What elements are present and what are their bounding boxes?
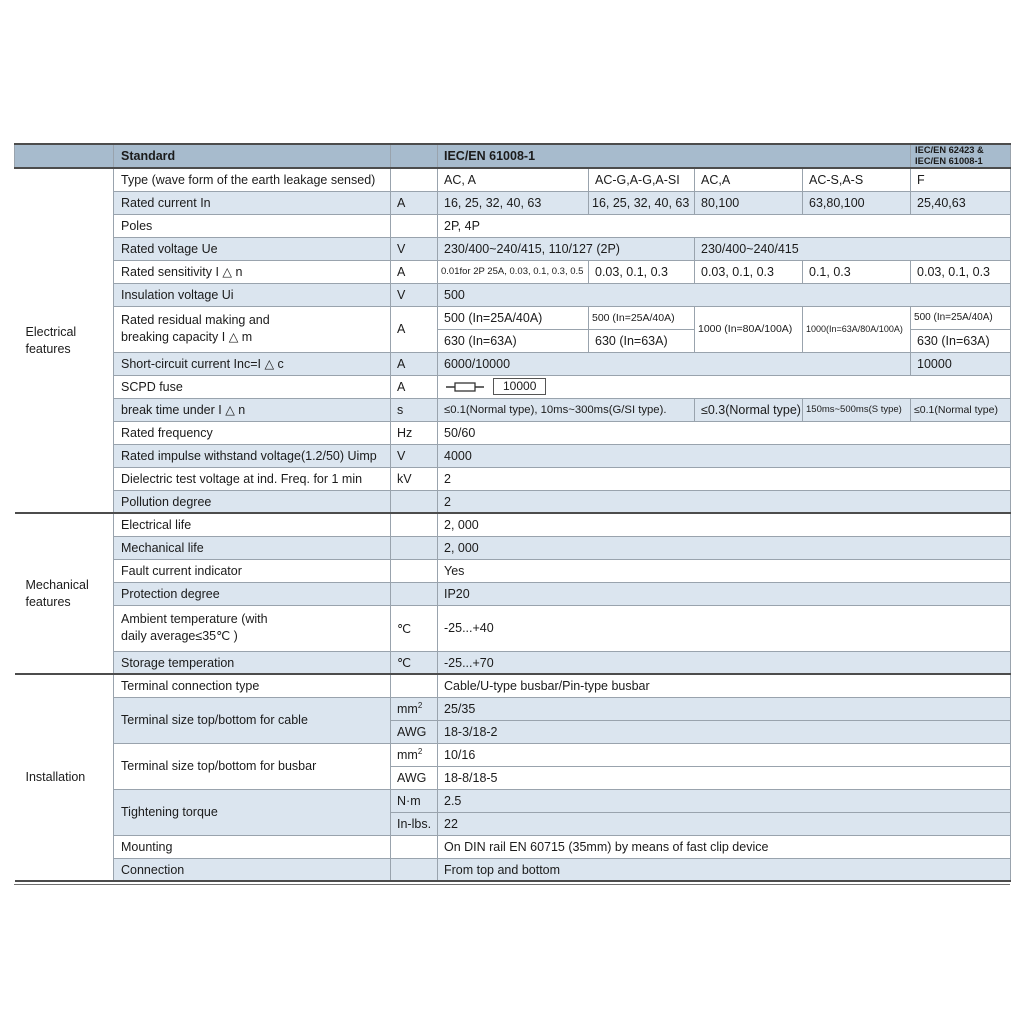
unit-cell-empty xyxy=(391,835,438,858)
table-row-poles xyxy=(15,214,1011,237)
table-row-fault-indicator xyxy=(15,559,1011,582)
value-dielectric: 2 xyxy=(438,467,1011,490)
row-label-cable: Terminal size top/bottom for cable xyxy=(114,697,391,743)
unit-cell: A xyxy=(391,352,438,375)
value-type-2: AC-G,A-G,A-SI xyxy=(589,168,695,191)
scpd-fuse-rating-box: 10000 xyxy=(493,378,546,395)
row-label-storage: Storage temperation xyxy=(114,651,391,674)
value-current-3: 80,100 xyxy=(695,191,803,214)
unit-cell-inlbs: In-lbs. xyxy=(391,812,438,835)
header-iec62423 xyxy=(911,144,1011,168)
value-break-12: ≤0.1(Normal type), 10ms~300ms(G/SI type). xyxy=(438,398,695,421)
table-row-type xyxy=(15,168,1011,191)
value-cable-awg: 18-3/18-2 xyxy=(438,720,1011,743)
unit-cell: V xyxy=(391,283,438,306)
unit-cell-empty xyxy=(391,214,438,237)
section-label-electrical: Electrical features xyxy=(15,168,114,513)
unit-cell: s xyxy=(391,398,438,421)
row-label-fault-indicator: Fault current indicator xyxy=(114,559,391,582)
row-label-connection: Connection xyxy=(114,858,391,881)
row-label-residual xyxy=(114,306,391,352)
row-label-rated-current: Rated current In xyxy=(114,191,391,214)
unit-cell: kV xyxy=(391,467,438,490)
unit-cell-empty xyxy=(391,490,438,513)
header-category-cell xyxy=(15,144,114,168)
value-residual-r2c5: 630 (In=63A) xyxy=(911,329,1011,352)
unit-cell-empty xyxy=(391,559,438,582)
value-residual-c3: 1000 (In=80A/100A) xyxy=(695,306,803,352)
value-type-5: F xyxy=(911,168,1011,191)
unit-cell-empty xyxy=(391,513,438,536)
unit-cell: A xyxy=(391,375,438,398)
value-residual-r1c2: 500 (In=25A/40A) xyxy=(589,306,695,329)
value-impulse: 4000 xyxy=(438,444,1011,467)
table-row-impulse xyxy=(15,444,1011,467)
label-line-1: Ambient temperature (with xyxy=(121,612,268,627)
table-row-sensitivity xyxy=(15,260,1011,283)
value-storage: -25...+70 xyxy=(438,651,1011,674)
unit-cell-empty xyxy=(391,858,438,881)
value-connection: From top and bottom xyxy=(438,858,1011,881)
table-row-residual-1 xyxy=(15,306,1011,329)
unit-cell: A xyxy=(391,306,438,352)
value-type-3: AC,A xyxy=(695,168,803,191)
row-label-rated-voltage: Rated voltage Ue xyxy=(114,237,391,260)
value-cable-mm2: 25/35 xyxy=(438,697,1011,720)
label-line-2: daily average≤35℃ ) xyxy=(121,629,238,644)
table-row-mounting xyxy=(15,835,1011,858)
value-voltage-right: 230/400~240/415 xyxy=(695,237,1011,260)
unit-cell: ℃ xyxy=(391,605,438,651)
value-sensitivity-1: 0.01for 2P 25A, 0.03, 0.1, 0.3, 0.5 xyxy=(438,260,589,283)
row-label-mounting: Mounting xyxy=(114,835,391,858)
value-residual-r2c2: 630 (In=63A) xyxy=(589,329,695,352)
header-iec62423-line2: IEC/EN 61008-1 xyxy=(915,156,983,167)
row-label-sensitivity: Rated sensitivity I △ n xyxy=(114,260,391,283)
table-row-connection xyxy=(15,858,1011,881)
unit-cell-mm2 xyxy=(391,697,438,720)
label-line-2: breaking capacity I △ m xyxy=(121,330,253,345)
value-protection: IP20 xyxy=(438,582,1011,605)
unit-cell: A xyxy=(391,260,438,283)
value-frequency: 50/60 xyxy=(438,421,1011,444)
value-type-1: AC, A xyxy=(438,168,589,191)
value-sensitivity-5: 0.03, 0.1, 0.3 xyxy=(911,260,1011,283)
value-electrical-life: 2, 000 xyxy=(438,513,1011,536)
value-break-3: ≤0.3(Normal type) xyxy=(695,398,803,421)
table-row-scpd xyxy=(15,375,1011,398)
section-label-mechanical: Mechanical features xyxy=(15,513,114,674)
unit-text: mm xyxy=(397,702,418,717)
row-label-torque: Tightening torque xyxy=(114,789,391,835)
row-label-ambient xyxy=(114,605,391,651)
value-pollution: 2 xyxy=(438,490,1011,513)
table-row-torque-nm xyxy=(15,789,1011,812)
spec-table xyxy=(14,143,1011,882)
table-row-protection xyxy=(15,582,1011,605)
value-residual-c4: 1000(In=63A/80A/100A) xyxy=(803,306,911,352)
value-current-4: 63,80,100 xyxy=(803,191,911,214)
unit-cell-empty xyxy=(391,582,438,605)
value-voltage-left: 230/400~240/415, 110/127 (2P) xyxy=(438,237,695,260)
table-row-insulation xyxy=(15,283,1011,306)
unit-cell: A xyxy=(391,191,438,214)
value-scpd xyxy=(438,375,1011,398)
unit-superscript: 2 xyxy=(417,701,423,711)
header-row xyxy=(15,144,1011,168)
value-break-5: ≤0.1(Normal type) xyxy=(911,398,1011,421)
unit-cell-mm2 xyxy=(391,743,438,766)
row-label-electrical-life: Electrical life xyxy=(114,513,391,536)
section-label-installation: Installation xyxy=(15,674,114,881)
table-bottom-rule xyxy=(14,884,1010,885)
unit-superscript: 2 xyxy=(417,747,423,757)
value-sensitivity-2: 0.03, 0.1, 0.3 xyxy=(589,260,695,283)
table-row-electrical-life xyxy=(15,513,1011,536)
value-current-2: 16, 25, 32, 40, 63 xyxy=(589,191,695,214)
row-label-mechanical-life: Mechanical life xyxy=(114,536,391,559)
fuse-icon xyxy=(446,381,484,393)
row-label-frequency: Rated frequency xyxy=(114,421,391,444)
unit-cell: V xyxy=(391,444,438,467)
value-sensitivity-3: 0.03, 0.1, 0.3 xyxy=(695,260,803,283)
value-fault-indicator: Yes xyxy=(438,559,1011,582)
value-current-1: 16, 25, 32, 40, 63 xyxy=(438,191,589,214)
unit-cell-awg: AWG xyxy=(391,720,438,743)
unit-cell-awg: AWG xyxy=(391,766,438,789)
value-busbar-awg: 18-8/18-5 xyxy=(438,766,1011,789)
table-row-terminal-connection xyxy=(15,674,1011,697)
table-row-rated-current xyxy=(15,191,1011,214)
header-unit-cell xyxy=(391,144,438,168)
value-type-4: AC-S,A-S xyxy=(803,168,911,191)
row-label-poles: Poles xyxy=(114,214,391,237)
header-standard: Standard xyxy=(114,144,391,168)
value-short-circuit-f: 10000 xyxy=(911,352,1011,375)
unit-text: mm xyxy=(397,748,418,763)
table-row-cable-mm2 xyxy=(15,697,1011,720)
header-iec62423-line1: IEC/EN 62423 & xyxy=(915,145,984,155)
table-row-dielectric xyxy=(15,467,1011,490)
scpd-fuse-group xyxy=(446,378,1004,395)
row-label-dielectric: Dielectric test voltage at ind. Freq. for 1 min xyxy=(114,467,391,490)
row-label-protection: Protection degree xyxy=(114,582,391,605)
table-row-break-time xyxy=(15,398,1011,421)
row-label-scpd: SCPD fuse xyxy=(114,375,391,398)
table-row-pollution xyxy=(15,490,1011,513)
value-break-4: 150ms~500ms(S type) xyxy=(803,398,911,421)
row-label-type: Type (wave form of the earth leakage sensed) xyxy=(114,168,391,191)
row-label-busbar: Terminal size top/bottom for busbar xyxy=(114,743,391,789)
value-short-circuit-main: 6000/10000 xyxy=(438,352,911,375)
spec-table-sheet xyxy=(14,143,1010,885)
value-ambient: -25...+40 xyxy=(438,605,1011,651)
row-label-break-time: break time under I △ n xyxy=(114,398,391,421)
unit-cell-empty xyxy=(391,674,438,697)
table-row-rated-voltage xyxy=(15,237,1011,260)
header-iec61008: IEC/EN 61008-1 xyxy=(438,144,911,168)
value-insulation: 500 xyxy=(438,283,1011,306)
table-row-frequency xyxy=(15,421,1011,444)
row-label-pollution: Pollution degree xyxy=(114,490,391,513)
unit-cell-empty xyxy=(391,536,438,559)
table-row-storage xyxy=(15,651,1011,674)
value-residual-r2c1: 630 (In=63A) xyxy=(438,329,589,352)
unit-cell: ℃ xyxy=(391,651,438,674)
value-torque-nm: 2.5 xyxy=(438,789,1011,812)
value-mounting: On DIN rail EN 60715 (35mm) by means of fast clip device xyxy=(438,835,1011,858)
value-busbar-mm2: 10/16 xyxy=(438,743,1011,766)
unit-cell-empty xyxy=(391,168,438,191)
unit-cell: Hz xyxy=(391,421,438,444)
value-torque-inlbs: 22 xyxy=(438,812,1011,835)
unit-cell-nm: N·m xyxy=(391,789,438,812)
value-mechanical-life: 2, 000 xyxy=(438,536,1011,559)
table-row-ambient xyxy=(15,605,1011,651)
row-label-insulation: Insulation voltage Ui xyxy=(114,283,391,306)
table-row-busbar-mm2 xyxy=(15,743,1011,766)
value-residual-r1c5: 500 (In=25A/40A) xyxy=(911,306,1011,329)
row-label-short-circuit: Short-circuit current Inc=I △ c xyxy=(114,352,391,375)
value-poles: 2P, 4P xyxy=(438,214,1011,237)
value-terminal-connection: Cable/U-type busbar/Pin-type busbar xyxy=(438,674,1011,697)
value-current-5: 25,40,63 xyxy=(911,191,1011,214)
table-row-mechanical-life xyxy=(15,536,1011,559)
value-residual-r1c1: 500 (In=25A/40A) xyxy=(438,306,589,329)
value-sensitivity-4: 0.1, 0.3 xyxy=(803,260,911,283)
row-label-terminal-connection: Terminal connection type xyxy=(114,674,391,697)
label-line-1: Rated residual making and xyxy=(121,313,270,328)
unit-cell: V xyxy=(391,237,438,260)
table-row-short-circuit xyxy=(15,352,1011,375)
row-label-impulse: Rated impulse withstand voltage(1.2/50) Uimp xyxy=(114,444,391,467)
